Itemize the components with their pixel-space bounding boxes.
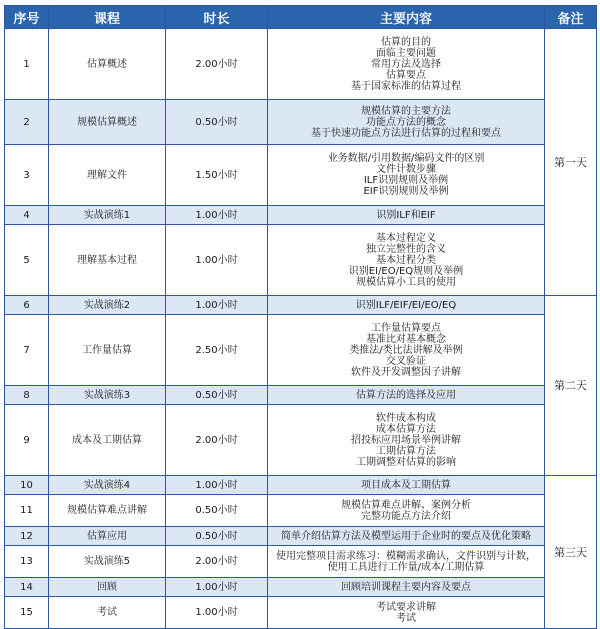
course-schedule-table: [4, 5, 597, 629]
cell-no: 11: [5, 495, 49, 527]
content-line: 回顾培训课程主要内容及要点: [341, 581, 471, 593]
content-line: 工期估算方法: [376, 445, 436, 457]
cell-content: [268, 495, 545, 527]
table-row: [5, 100, 597, 145]
cell-duration: 2.00小时: [166, 546, 268, 578]
cell-no: 7: [5, 315, 49, 386]
cell-no: 4: [5, 206, 49, 225]
cell-no: 15: [5, 597, 49, 629]
content-line: 规模估算的主要方法: [361, 105, 451, 117]
cell-duration: 2.00小时: [166, 29, 268, 100]
cell-content: [268, 476, 545, 495]
content-line: 招投标应用场景举例讲解: [351, 434, 461, 446]
cell-course: 成本及工期估算: [49, 405, 166, 476]
content-line: 类推法/类比法讲解及举例: [349, 344, 463, 356]
table-row: [5, 476, 597, 495]
cell-course: 实战演练1: [49, 206, 166, 225]
content-line: 基本过程分类: [376, 254, 436, 266]
content-line: 独立完整性的含义: [366, 243, 446, 255]
content-line: EIF识别规则及举例: [363, 186, 449, 197]
schedule-table-wrapper: [4, 5, 596, 629]
table-row: [5, 145, 597, 206]
cell-content: [268, 100, 545, 145]
content-line: 软件及开发调整因子讲解: [351, 366, 461, 378]
content-line: 识别ILF/EIF/EI/EO/EQ: [355, 299, 457, 311]
cell-no: 6: [5, 296, 49, 315]
content-line: 工作量估算要点: [371, 322, 441, 334]
content-line: 工期调整对估算的影响: [356, 456, 456, 468]
content-line: 使用工具进行工作量/成本/工期估算: [327, 561, 485, 573]
cell-no: 9: [5, 405, 49, 476]
content-line: 规模估算小工具的使用: [356, 276, 456, 288]
cell-content: [268, 225, 545, 296]
cell-content: [268, 296, 545, 315]
table-row: [5, 206, 597, 225]
content-line: 考试: [396, 612, 416, 624]
content-line: ILF识别规则及举例: [363, 175, 449, 186]
content-line: 基于国家标准的估算过程: [351, 80, 461, 92]
cell-no: 14: [5, 578, 49, 597]
cell-content: [268, 527, 545, 546]
header-content: 主要内容: [268, 6, 545, 29]
cell-duration: 1.50小时: [166, 145, 268, 206]
cell-content: [268, 386, 545, 405]
cell-course: 实战演练3: [49, 386, 166, 405]
cell-course: 规模估算概述: [49, 100, 166, 145]
table-row: [5, 597, 597, 629]
cell-content: [268, 546, 545, 578]
cell-content: [268, 29, 545, 100]
table-row: [5, 578, 597, 597]
table-row: [5, 225, 597, 296]
content-line: 项目成本及工期估算: [361, 479, 451, 491]
cell-no: 12: [5, 527, 49, 546]
cell-course: 理解基本过程: [49, 225, 166, 296]
content-line: 规模估算难点讲解、案例分析: [341, 499, 471, 511]
content-line: 考试要求讲解: [376, 601, 436, 613]
content-line: 基于快速功能点方法进行估算的过程和要点: [311, 127, 501, 139]
content-line: 使用完整项目需求练习：模糊需求确认，文件识别与计数，: [276, 550, 536, 562]
table-row: [5, 29, 597, 100]
cell-duration: 0.50小时: [166, 386, 268, 405]
table-row: [5, 405, 597, 476]
cell-duration: 1.00小时: [166, 206, 268, 225]
table-row: [5, 495, 597, 527]
cell-content: [268, 145, 545, 206]
content-line: 估算方法的选择及应用: [356, 389, 456, 401]
content-line: 业务数据/引用数据/编码文件的区别: [327, 153, 485, 164]
content-line: 估算的目的: [381, 36, 431, 48]
content-line: 简单介绍估算方法及模型运用于企业时的要点及优化策略: [281, 530, 531, 542]
cell-duration: 1.00小时: [166, 225, 268, 296]
cell-course: 估算概述: [49, 29, 166, 100]
content-line: 识别EI/EO/EQ规则及举例: [348, 265, 464, 277]
table-row: [5, 386, 597, 405]
cell-no: 3: [5, 145, 49, 206]
cell-course: 实战演练4: [49, 476, 166, 495]
table-row: [5, 296, 597, 315]
cell-course: 实战演练5: [49, 546, 166, 578]
cell-course: 估算应用: [49, 527, 166, 546]
table-row: [5, 546, 597, 578]
content-line: 文件计数步骤: [376, 164, 436, 175]
cell-duration: 0.50小时: [166, 100, 268, 145]
cell-no: 13: [5, 546, 49, 578]
cell-course: 工作量估算: [49, 315, 166, 386]
cell-day-remark: 第二天: [545, 296, 597, 476]
cell-course: 理解文件: [49, 145, 166, 206]
cell-course: 规模估算难点讲解: [49, 495, 166, 527]
cell-day-remark: 第一天: [545, 29, 597, 296]
content-line: 面临主要问题: [376, 47, 436, 59]
cell-course: 回顾: [49, 578, 166, 597]
cell-no: 2: [5, 100, 49, 145]
header-remark: 备注: [545, 6, 597, 29]
table-row: [5, 315, 597, 386]
content-line: 完整功能点方法介绍: [361, 510, 451, 522]
cell-content: [268, 315, 545, 386]
cell-no: 10: [5, 476, 49, 495]
cell-course: 实战演练2: [49, 296, 166, 315]
cell-duration: 1.00小时: [166, 476, 268, 495]
content-line: 估算要点: [386, 69, 426, 81]
cell-duration: 1.00小时: [166, 296, 268, 315]
content-line: 常用方法及选择: [371, 58, 441, 70]
header-course: 课程: [49, 6, 166, 29]
table-row: [5, 527, 597, 546]
content-line: 识别ILF和EIF: [376, 209, 436, 221]
content-line: 基准比对基本概念: [366, 333, 446, 345]
cell-duration: 1.00小时: [166, 578, 268, 597]
content-line: 交叉验证: [386, 355, 426, 367]
table-body: [5, 29, 597, 629]
content-line: 软件成本构成: [376, 412, 436, 424]
cell-no: 5: [5, 225, 49, 296]
content-line: 功能点方法的概念: [366, 116, 446, 128]
cell-content: [268, 578, 545, 597]
header-row: [5, 6, 597, 29]
cell-day-remark: 第三天: [545, 476, 597, 629]
header-duration: 时长: [166, 6, 268, 29]
cell-duration: 0.50小时: [166, 527, 268, 546]
cell-content: [268, 206, 545, 225]
content-line: 基本过程定义: [376, 232, 436, 244]
cell-no: 1: [5, 29, 49, 100]
content-line: 成本估算方法: [376, 423, 436, 435]
cell-content: [268, 405, 545, 476]
cell-duration: 2.50小时: [166, 315, 268, 386]
header-no: 序号: [5, 6, 49, 29]
cell-duration: 2.00小时: [166, 405, 268, 476]
cell-content: [268, 597, 545, 629]
cell-duration: 0.50小时: [166, 495, 268, 527]
cell-no: 8: [5, 386, 49, 405]
cell-course: 考试: [49, 597, 166, 629]
cell-duration: 1.00小时: [166, 597, 268, 629]
